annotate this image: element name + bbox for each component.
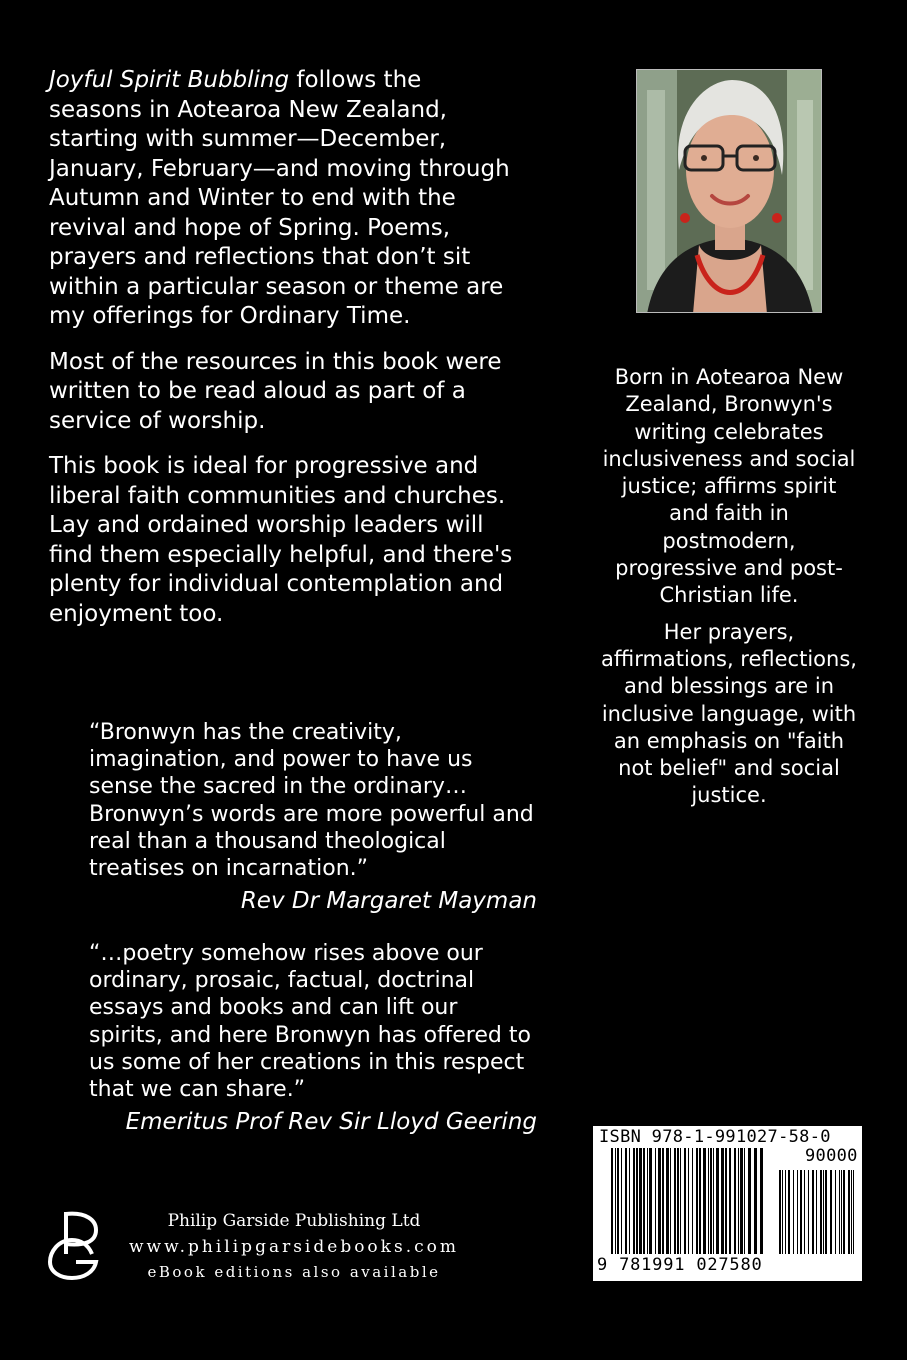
author-portrait-icon [637,70,822,313]
price-code: 90000 [805,1146,858,1166]
book-title: Joyful Spirit Bubbling [49,67,290,93]
ean-number: 9 781991 027580 [597,1255,763,1275]
description-paragraph-3: This book is ideal for progressive and liberal faith communities and churches. Lay and ordained worship leaders will find them especially helpful, and there's plenty for individual contemplation and enjoyment too. [49,453,513,627]
author-photo [636,69,822,313]
quote-mayman [89,719,537,915]
description-paragraph-1: Joyful Spirit Bubbling follows the seasons in Aotearoa New Zealand, starting with summer—December, January, February—and moving through Autumn and Winter to end with the revival and hope of Spring. Poems, prayers and reflections that don’t sit within a particular season or theme are my offerings for Ordinary Time. [49,67,510,329]
book-description [49,66,519,645]
bio-paragraph-2: Her prayers, affirmations, reflections, and blessings are in inclusive language, with an emphasis on "faith not belief" and social justice. [601,619,857,808]
ebook-notice: eBook editions also available [147,1263,441,1281]
author-bio [600,364,858,819]
publisher-info [118,1208,470,1284]
publisher-pg-logo-icon [46,1208,102,1280]
quote-geering [89,940,537,1136]
description-paragraph-2: Most of the resources in this book were written to be read aloud as part of a service of worship. [49,348,502,434]
bio-paragraph-1: Born in Aotearoa New Zealand, Bronwyn's writing celebrates inclusiveness and social justice; affirms spirit and faith in postmodern, progressive and post-Christian life. [602,365,856,608]
quote-attribution: Emeritus Prof Rev Sir Lloyd Geering [125,1109,537,1136]
publisher-name: Philip Garside Publishing Ltd [167,1211,421,1231]
quote-text: “Bronwyn has the creativity, imagination, and power to have us sense the sacred in the ordinary… Bronwyn’s words are more powerful and real than a thousand theological treatises on incarnation.” [89,720,534,882]
quote-text: “…poetry somehow rises above our ordinary, prosaic, factual, doctrinal essays and books and can lift our spirits, and here Bronwyn has offered to us some of her creations in this respect that we can share.” [89,941,531,1103]
publisher-url: www.philipgarsidebooks.com [129,1237,459,1257]
quote-attribution: Rev Dr Margaret Mayman [240,888,537,915]
isbn-number: ISBN 978-1-991027-58-0 [599,1127,831,1147]
isbn-barcode [593,1126,862,1281]
